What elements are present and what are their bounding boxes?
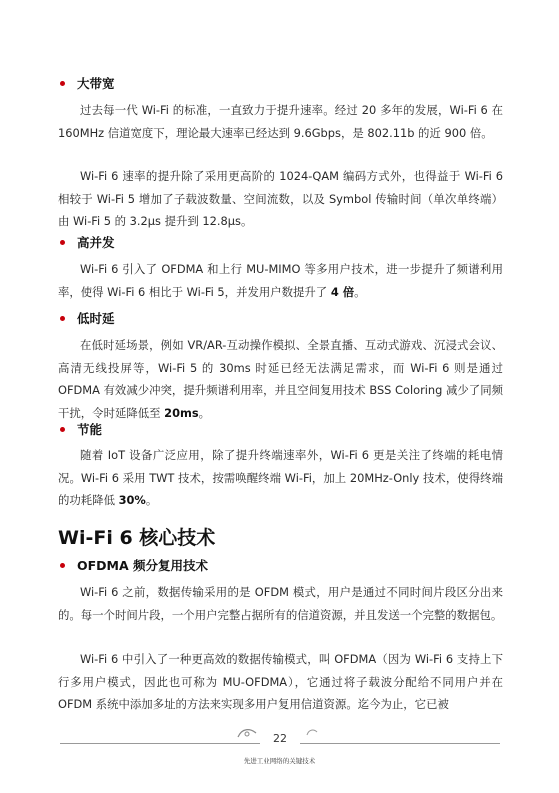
bullet-dot-icon — [60, 316, 65, 321]
paragraph-text: Wi-Fi 6 引入了 OFDMA 和上行 MU-MIMO 等多用户技术，进一步提升了频谱利用率，使得 Wi-Fi 6 相比于 Wi-Fi 5，并发用户数提升了 — [58, 262, 503, 299]
paragraph: Wi-Fi 6 之前，数据传输采用的是 OFDM 模式，用户是通过不同时间片段区分出来的。每一个时间片段，一个用户完整占据所有的信道资源，并且发送一个完整的数据包。 — [58, 585, 503, 622]
bullet-dot-icon — [60, 240, 65, 245]
bullet-heading-latency — [60, 309, 115, 327]
footer-divider — [300, 743, 500, 744]
bullet-label: 低时延 — [77, 311, 115, 326]
paragraph: Wi-Fi 6 中引入了一种更高效的数据传输模式，叫 OFDMA（因为 Wi-Fi 6 支持上下行多用户模式，因此也可称为 MU-OFDMA），它通过将子载波分配给不同用户并在 OFDM 系统中添加多址的方法来实现多用户复用信道资源。迄今为止，它已被 — [58, 652, 503, 711]
bullet-label: 大带宽 — [77, 76, 115, 91]
paragraph — [58, 334, 503, 424]
bullet-heading-energy — [60, 420, 102, 438]
section-title: Wi-Fi 6 核心技术 — [58, 527, 216, 549]
paragraph-text: 。 — [198, 405, 211, 420]
paragraph-text: 在低时延场景，例如 VR/AR-互动操作模拟、全景直播、互动式游戏、沉浸式会议、高清无线投屏等，Wi-Fi 5 的 30ms 时延已经无法满足需求，而 Wi-Fi 6 则是通过 OFDMA 有效减少冲突，提升频谱利用率，并且空间复用技术 BSS Coloring 减少了同频干扰，令时延降低至 — [58, 338, 503, 420]
paragraph: 过去每一代 Wi-Fi 的标准，一直致力于提升速率。经过 20 多年的发展，Wi-Fi 6 在 160MHz 信道宽度下，理论最大速率已经达到 9.6Gbps，是 802.11b 的近 900 倍。 — [58, 103, 503, 140]
paragraph — [58, 258, 503, 303]
paragraph-emphasis: 4 倍 — [330, 284, 355, 299]
bullet-label: 高并发 — [77, 235, 115, 250]
footer-logo-icon — [236, 726, 258, 740]
bullet-dot-icon — [60, 81, 65, 86]
paragraph — [58, 444, 503, 512]
bullet-label: 节能 — [77, 422, 103, 437]
bullet-dot-icon — [60, 563, 65, 568]
footer-logo-icon — [305, 726, 319, 738]
paragraph-emphasis: 20ms — [164, 405, 199, 420]
footer-divider — [60, 743, 260, 744]
bullet-heading-ofdma — [60, 556, 208, 574]
paragraph-emphasis: 30% — [118, 493, 146, 507]
bullet-dot-icon — [60, 427, 65, 432]
paragraph: Wi-Fi 6 速率的提升除了采用更高阶的 1024-QAM 编码方式外，也得益于 Wi-Fi 6 相较于 Wi-Fi 5 增加了子载波数量、空间流数，以及 Symbol 传输时间（单次单终端）由 Wi-Fi 5 的 3.2μs 提升到 12.8μs。 — [58, 169, 503, 228]
bullet-heading-concurrency — [60, 233, 115, 251]
paragraph-text: 随着 IoT 设备广泛应用，除了提升终端速率外，Wi-Fi 6 更是关注了终端的耗电情况。Wi-Fi 6 采用 TWT 技术，按需唤醒终端 Wi-Fi，加上 20MHz-Only 技术，使得终端的功耗降低 — [58, 448, 503, 507]
paragraph-text: 。 — [145, 493, 158, 507]
page-number: 22 — [273, 732, 287, 745]
bullet-heading-bandwidth — [60, 74, 115, 92]
footer-text: 先进工业网络的关键技术 — [243, 757, 316, 765]
bullet-label: OFDMA 频分复用技术 — [77, 558, 209, 573]
paragraph-text: 。 — [354, 284, 366, 299]
